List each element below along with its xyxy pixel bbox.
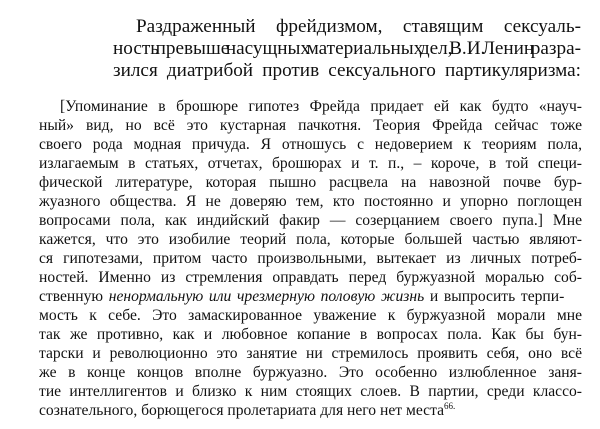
intro-line: Раздраженный фрейдизмом, ставящим сексуаль- bbox=[136, 16, 581, 37]
quote-line: кажется, что это изобилие теорий пола, которые большей частью являют- bbox=[39, 231, 582, 248]
quote-line: тарски и революционно это занятие ни стремилось проявить себя, оно всё bbox=[39, 345, 582, 362]
quote-line: излагаемым в статьях, отчетах, брошюрах и т. п., – короче, в той специ- bbox=[39, 155, 582, 172]
quote-line: вопросами пола, как индийский факир — созерцанием своего пупа.] Мне bbox=[39, 212, 582, 229]
quote-line: ностей. Именно из стремления оправдать перед буржуазной моралью соб- bbox=[39, 269, 582, 286]
quote-line: ся гипотезами, притом часто произвольными, вытекает из личных потреб- bbox=[39, 250, 582, 267]
quote-line: так же противно, как и любовное копание в вопросах пола. Как бы бун- bbox=[39, 326, 582, 343]
quote-line: фической литературе, которая пышно расцвела на навозной почве бур- bbox=[39, 174, 582, 191]
quote-line-with-italic bbox=[39, 287, 582, 306]
quote-last-line bbox=[39, 401, 455, 420]
quote-line: мость к себе. Это замаскированное уважение к буржуазной морали мне bbox=[39, 307, 582, 324]
quote-line: ный» вид, но всё это кустарная пачкотня. Теория Фрейда сейчас тоже bbox=[39, 117, 582, 134]
quote-line: же в конце концов вполне буржуазно. Это особенно излюбленное заня- bbox=[39, 364, 582, 381]
quote-text: и выпросить терпи- bbox=[424, 288, 565, 305]
intro-line: ность превыше насущных материальных дел, В.И. Ленин разра- bbox=[113, 38, 581, 59]
quote-text: ственную bbox=[39, 288, 109, 305]
quote-line: тие интеллигентов и близко к ним стоящих слоев. В партии, среди классо- bbox=[39, 383, 582, 400]
quote-line: своего рода модная причуда. Я отношусь с недоверием к теориям пола, bbox=[39, 136, 582, 153]
quote-line: [Упоминание в брошюре гипотез Фрейда придает ей как будто «науч- bbox=[60, 98, 582, 115]
italic-emphasis: ненормальную или чрезмерную половую жизнь bbox=[108, 288, 425, 305]
quote-line: жуазного общества. Я не доверяю тем, кто постоянно и упорно поглощен bbox=[39, 193, 582, 210]
quote-text: сознательного, борющегося пролетариата для него нет места bbox=[39, 402, 445, 419]
footnote-marker: 66. bbox=[444, 400, 456, 411]
intro-line: зился диатрибой против сексуального партикуляризма: bbox=[113, 60, 581, 81]
